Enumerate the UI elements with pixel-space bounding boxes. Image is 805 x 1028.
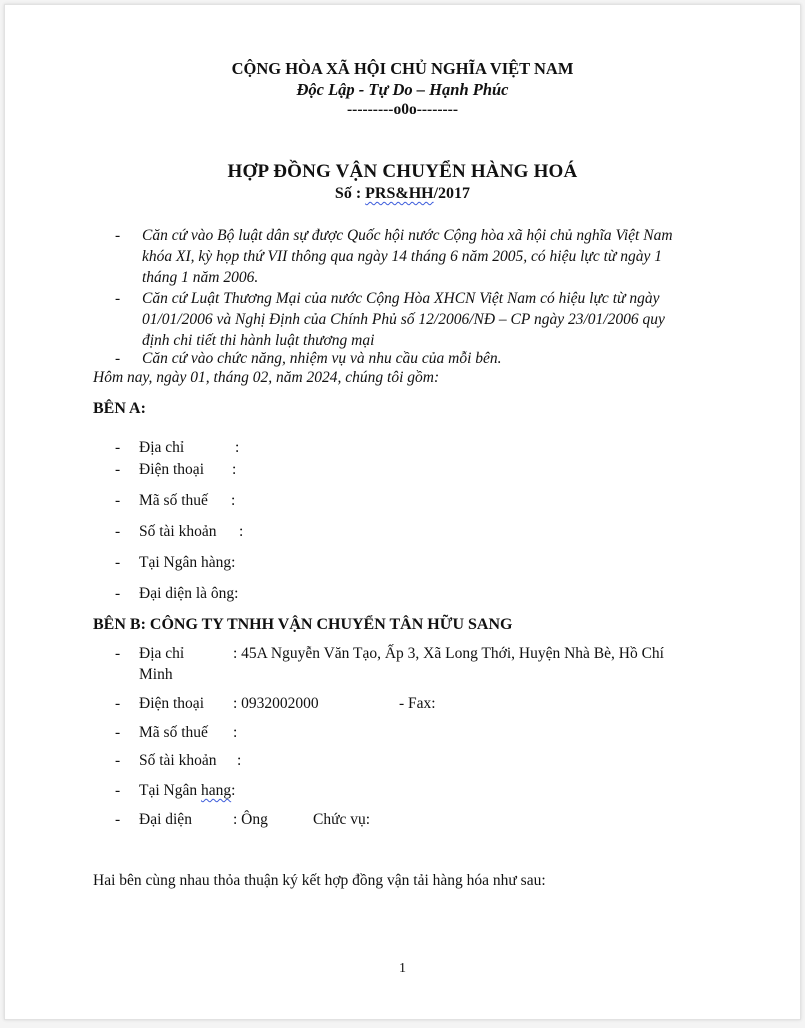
contract-number-code: PRS&HH — [365, 185, 434, 202]
document-page — [4, 4, 801, 1020]
party-a-address-colon: : — [235, 439, 240, 456]
bank-label-end: : — [231, 782, 236, 799]
basis-2-line-3: định chi tiết thi hành luật thương mại — [142, 332, 375, 349]
list-dash: - — [115, 350, 121, 367]
page-number: 1 — [399, 961, 406, 976]
bank-label-main: Tại Ngân — [139, 782, 201, 799]
party-b-address-label: Địa chỉ — [139, 645, 185, 662]
party-a-account-colon: : — [239, 523, 244, 540]
basis-1-line-1: Căn cứ vào Bộ luật dân sự được Quốc hội nước Cộng hòa xã hội chủ nghĩa Việt Nam — [142, 227, 673, 244]
list-dash: - — [115, 645, 121, 662]
party-a-tax-label: Mã số thuế — [139, 492, 208, 509]
party-a-bank-label: Tại Ngân hàng: — [139, 554, 236, 571]
party-b-position: Chức vụ: — [313, 811, 371, 828]
basis-1-line-2: khóa XI, kỳ họp thứ VII thông qua ngày 14 tháng 6 năm 2005, có hiệu lực từ ngày 1 — [142, 248, 662, 265]
party-b-account-label: Số tài khoản — [139, 752, 217, 769]
nation-heading: CỘNG HÒA XÃ HỘI CHỦ NGHĨA VIỆT NAM — [231, 59, 574, 78]
list-dash: - — [115, 461, 121, 478]
contract-number — [5, 185, 800, 203]
party-b-representative-value: : Ông — [233, 811, 268, 828]
party-b-address-value: : 45A Nguyễn Văn Tạo, Ấp 3, Xã Long Thới, Huyện Nhà Bè, Hồ Chí — [233, 645, 664, 662]
header-separator: ---------o0o-------- — [347, 101, 458, 118]
party-a-phone-colon: : — [232, 461, 237, 478]
contract-number-prefix: Số : — [334, 185, 366, 202]
list-dash: - — [115, 724, 121, 741]
party-b-tax-label: Mã số thuế — [139, 724, 208, 741]
party-b-bank-label — [139, 782, 235, 800]
basis-1-line-3: tháng 1 năm 2006. — [142, 269, 259, 286]
party-b-phone-value: : 0932002000 — [233, 695, 319, 712]
contract-number-suffix: /2017 — [433, 185, 471, 202]
list-dash: - — [115, 554, 121, 571]
party-b-phone-label: Điện thoại — [139, 695, 204, 712]
party-a-account-label: Số tài khoản — [139, 523, 217, 540]
basis-3-line-1: Căn cứ vào chức năng, nhiệm vụ và nhu cầu của mỗi bên. — [142, 350, 502, 367]
list-dash: - — [115, 585, 121, 602]
party-a-phone-label: Điện thoại — [139, 461, 204, 478]
party-b-fax: - Fax: — [399, 695, 436, 712]
national-motto: Độc Lập - Tự Do – Hạnh Phúc — [296, 80, 509, 99]
party-b-tax-value: : — [233, 724, 238, 741]
party-b-address-line-2: Minh — [139, 666, 173, 683]
basis-2-line-1: Căn cứ Luật Thương Mại của nước Cộng Hòa XHCN Việt Nam có hiệu lực từ ngày — [142, 290, 660, 307]
party-a-representative-label: Đại diện là ông: — [139, 585, 239, 602]
party-a-heading: BÊN A: — [93, 400, 146, 417]
list-dash: - — [115, 290, 121, 307]
party-b-representative-label: Đại diện — [139, 811, 192, 828]
list-dash: - — [115, 523, 121, 540]
list-dash: - — [115, 752, 121, 769]
party-b-heading: BÊN B: CÔNG TY TNHH VẬN CHUYỂN TÂN HỮU SANG — [93, 616, 513, 633]
list-dash: - — [115, 439, 121, 456]
list-dash: - — [115, 695, 121, 712]
party-b-account-value: : — [237, 752, 242, 769]
list-dash: - — [115, 492, 121, 509]
list-dash: - — [115, 227, 121, 244]
party-a-address-label: Địa chỉ — [139, 439, 185, 456]
contract-title: HỢP ĐỒNG VẬN CHUYỂN HÀNG HOÁ — [227, 161, 578, 182]
list-dash: - — [115, 811, 121, 828]
intro-text: Hôm nay, ngày 01, tháng 02, năm 2024, chúng tôi gồm: — [93, 369, 440, 386]
agreement-statement: Hai bên cùng nhau thỏa thuận ký kết hợp đồng vận tải hàng hóa như sau: — [93, 872, 546, 889]
list-dash: - — [115, 782, 121, 799]
bank-label-word: hang — [200, 782, 232, 799]
basis-2-line-2: 01/01/2006 và Nghị Định của Chính Phủ số 12/2006/NĐ – CP ngày 23/01/2006 quy — [142, 311, 665, 328]
party-a-tax-colon: : — [231, 492, 236, 509]
